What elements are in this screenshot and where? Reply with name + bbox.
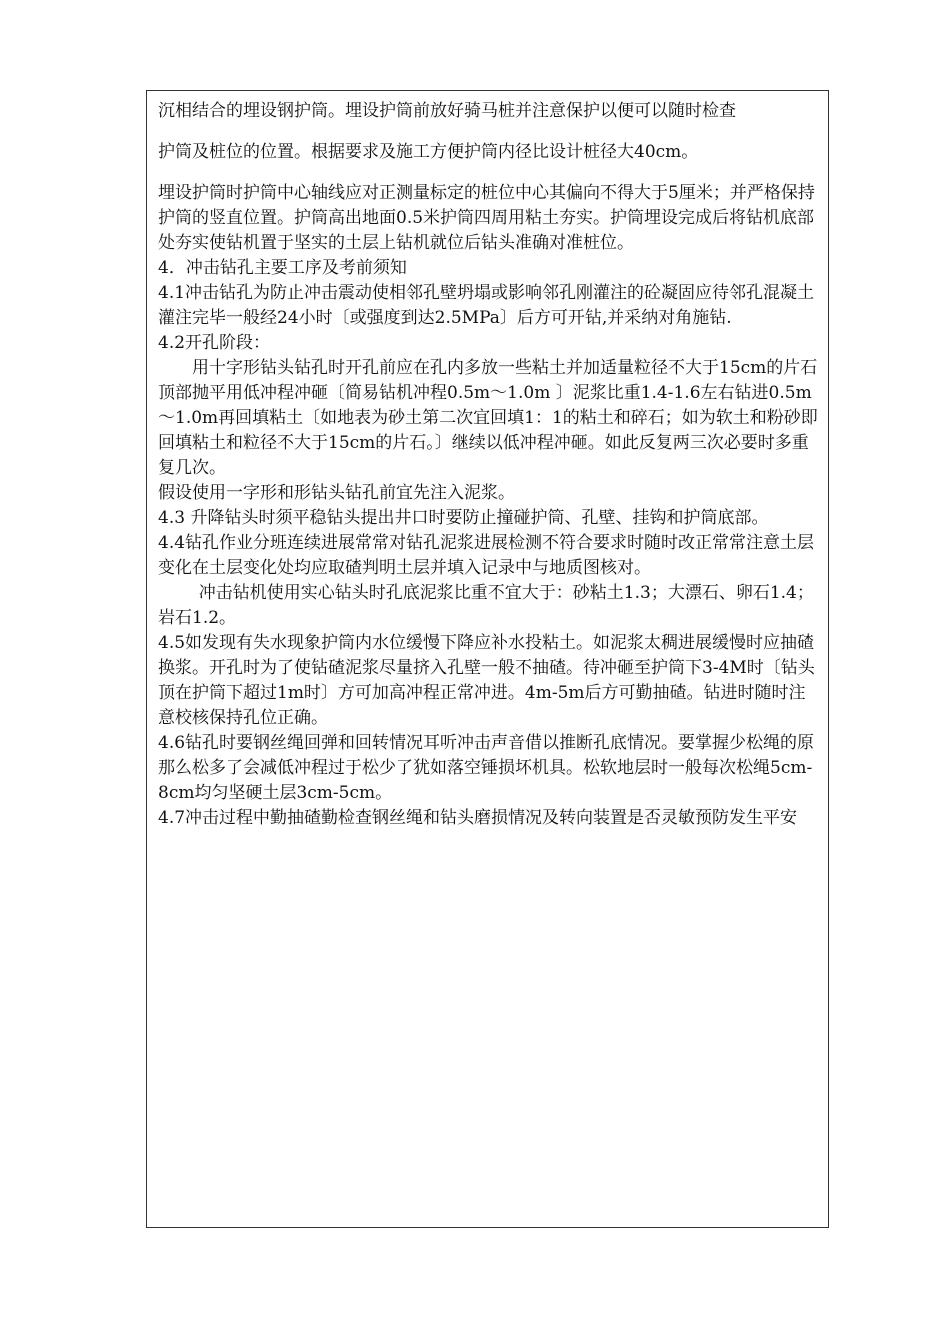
section-heading-4: 4．冲击钻孔主要工序及考前须知 [158, 258, 407, 278]
document-body [158, 99, 818, 831]
paragraph-1: 沉相结合的埋设钢护筒。埋设护筒前放好骑马桩并注意保护以便可以随时检查 [158, 101, 736, 121]
paragraph-2: 护筒及桩位的位置。根据要求及施工方便护筒内径比设计桩径大40cm。 [158, 142, 699, 162]
paragraph-4-7: 4.7冲击过程中勤抽碴勤检查钢丝绳和钻头磨损情况及转向装置是否灵敏预防发生平安 [158, 808, 798, 828]
paragraph-4-6: 4.6钻孔时要钢丝绳回弹和回转情况耳听冲击声音借以推断孔底情况。要掌握少松绳的原那么松多了会减低冲程过于松少了犹如落空锤损坏机具。松软地层时一般每次松绳5cm-8cm均匀坚硬土层3cm-5cm。 [158, 733, 815, 803]
paragraph-4-2-note: 假设使用一字形和形钻头钻孔前宜先注入泥浆。 [158, 483, 515, 503]
paragraph-4-5: 4.5如发现有失水现象护筒内水位缓慢下降应补水投粘土。如泥浆太稠进展缓慢时应抽碴换浆。开孔时为了使钻碴泥浆尽量挤入孔壁一般不抽碴。待冲砸至护筒下3-4M时〔钻头顶在护筒下超过1m时〕方可加高冲程正常冲进。4m-5m后方可勤抽碴。钻进时随时注意校核保持孔位正确。 [158, 633, 815, 728]
paragraph-4-1: 4.1冲击钻孔为防止冲击震动使相邻孔壁坍塌或影响邻孔刚灌注的砼凝固应待邻孔混凝土灌注完毕一般经24小时〔或强度到达2.5MPa〕后方可开钻,并采纳对角施钻. [158, 283, 815, 328]
paragraph-4-2-body: 用十字形钻头钻孔时开孔前应在孔内多放一些粘土并加适量粒径不大于15cm的片石顶部抛平用低冲程冲砸〔简易钻机冲程0.5m～1.0m 〕泥浆比重1.4-1.6左右钻进0.5m～1.0m再回填粘土〔如地表为砂土第二次宜回填1：1的粘土和碎石；如为软土和粉砂即回填粘土和粒径不大于15cm的片石。〕继续以低冲程冲砸。如此反复两三次必要时多重复几次。 [158, 358, 818, 478]
paragraph-4-2-heading: 4.2开孔阶段： [158, 333, 271, 353]
document-frame [146, 90, 829, 1228]
paragraph-4-4-note: 冲击钻机使用实心钻头时孔底泥浆比重不宜大于：砂粘土1.3；大漂石、卵石1.4；岩石1.2。 [158, 583, 814, 628]
paragraph-3: 埋设护筒时护筒中心轴线应对正测量标定的桩位中心其偏向不得大于5厘米；并严格保持护筒的竖直位置。护筒高出地面0.5米护筒四周用粘土夯实。护筒埋设完成后将钻机底部处夯实使钻机置于坚实的土层上钻机就位后钻头准确对准桩位。 [158, 183, 815, 253]
paragraph-4-4: 4.4钻孔作业分班连续进展常常对钻孔泥浆进展检测不符合要求时随时改正常常注意土层变化在土层变化处均应取碴判明土层并填入记录中与地质图核对。 [158, 533, 815, 578]
paragraph-4-3: 4.3 升降钻头时须平稳钻头提出井口时要防止撞碰护筒、孔壁、挂钩和护筒底部。 [158, 508, 769, 528]
